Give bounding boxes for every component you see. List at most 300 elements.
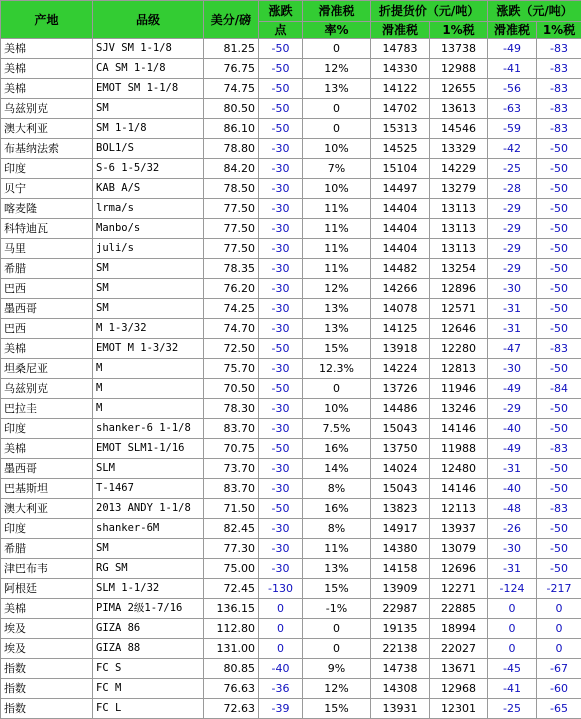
table-header: [1, 1, 581, 39]
change-one-percent-cell: -50: [537, 239, 581, 259]
sliding-tax-rate-cell: 7.5%: [303, 419, 371, 439]
table-row: [1, 119, 581, 139]
one-percent-price-cell: 12655: [430, 79, 488, 99]
change-one-percent-cell: -50: [537, 179, 581, 199]
table-row: [1, 539, 581, 559]
origin-cell: 墨西哥: [1, 299, 93, 319]
grade-cell: shanker-6M: [93, 519, 204, 539]
header-sliding-tax-rate: 滑准税: [303, 1, 371, 22]
sliding-tax-price-cell: 14158: [371, 559, 430, 579]
sliding-tax-rate-cell: 11%: [303, 219, 371, 239]
origin-cell: 坦桑尼亚: [1, 359, 93, 379]
table-row: [1, 479, 581, 499]
change-points-cell: -30: [259, 359, 303, 379]
grade-cell: PIMA 2级1-7/16: [93, 599, 204, 619]
grade-cell: juli/s: [93, 239, 204, 259]
change-one-percent-cell: -50: [537, 279, 581, 299]
one-percent-price-cell: 22885: [430, 599, 488, 619]
change-one-percent-cell: -83: [537, 339, 581, 359]
table-row: [1, 99, 581, 119]
table-row: [1, 319, 581, 339]
change-points-cell: -30: [259, 239, 303, 259]
price-cell: 81.25: [204, 39, 259, 59]
price-cell: 83.70: [204, 419, 259, 439]
grade-cell: SLM: [93, 459, 204, 479]
change-sliding-tax-cell: -56: [488, 79, 537, 99]
grade-cell: M: [93, 399, 204, 419]
change-sliding-tax-cell: 0: [488, 619, 537, 639]
change-points-cell: 0: [259, 639, 303, 659]
sliding-tax-price-cell: 14404: [371, 219, 430, 239]
origin-cell: 美棉: [1, 599, 93, 619]
origin-cell: 指数: [1, 699, 93, 719]
one-percent-price-cell: 11946: [430, 379, 488, 399]
change-one-percent-cell: -217: [537, 579, 581, 599]
change-points-cell: -50: [259, 59, 303, 79]
table-row: [1, 439, 581, 459]
grade-cell: CA SM 1-1/8: [93, 59, 204, 79]
header-grade: 品级: [93, 1, 204, 39]
grade-cell: EMOT SM 1-1/8: [93, 79, 204, 99]
change-points-cell: -30: [259, 139, 303, 159]
one-percent-price-cell: 14146: [430, 479, 488, 499]
grade-cell: EMOT SLM1-1/16: [93, 439, 204, 459]
price-cell: 136.15: [204, 599, 259, 619]
change-points-cell: -30: [259, 299, 303, 319]
sliding-tax-price-cell: 14224: [371, 359, 430, 379]
sliding-tax-price-cell: 22138: [371, 639, 430, 659]
header-origin: 产地: [1, 1, 93, 39]
one-percent-price-cell: 13937: [430, 519, 488, 539]
sliding-tax-rate-cell: 15%: [303, 579, 371, 599]
sliding-tax-rate-cell: 10%: [303, 179, 371, 199]
change-one-percent-cell: -50: [537, 139, 581, 159]
price-cell: 75.70: [204, 359, 259, 379]
change-points-cell: -30: [259, 559, 303, 579]
table-row: [1, 599, 581, 619]
grade-cell: GIZA 86: [93, 619, 204, 639]
change-one-percent-cell: -83: [537, 439, 581, 459]
sliding-tax-rate-cell: 12%: [303, 59, 371, 79]
price-cell: 75.00: [204, 559, 259, 579]
table-row: [1, 459, 581, 479]
change-one-percent-cell: 0: [537, 619, 581, 639]
table-row: [1, 399, 581, 419]
table-row: [1, 199, 581, 219]
origin-cell: 希腊: [1, 259, 93, 279]
table-row: [1, 699, 581, 719]
one-percent-price-cell: 13113: [430, 199, 488, 219]
sliding-tax-rate-cell: 16%: [303, 439, 371, 459]
sliding-tax-rate-cell: 15%: [303, 339, 371, 359]
change-one-percent-cell: -50: [537, 219, 581, 239]
price-cell: 82.45: [204, 519, 259, 539]
change-sliding-tax-cell: -25: [488, 159, 537, 179]
sliding-tax-rate-cell: 9%: [303, 659, 371, 679]
sliding-tax-price-cell: 13750: [371, 439, 430, 459]
change-sliding-tax-cell: -47: [488, 339, 537, 359]
sliding-tax-price-cell: 13918: [371, 339, 430, 359]
sliding-tax-price-cell: 14380: [371, 539, 430, 559]
origin-cell: 乌兹别克: [1, 99, 93, 119]
one-percent-price-cell: 12813: [430, 359, 488, 379]
one-percent-price-cell: 14546: [430, 119, 488, 139]
change-points-cell: 0: [259, 619, 303, 639]
change-points-cell: -130: [259, 579, 303, 599]
grade-cell: SLM 1-1/32: [93, 579, 204, 599]
one-percent-price-cell: 12480: [430, 459, 488, 479]
change-points-cell: -50: [259, 379, 303, 399]
sliding-tax-price-cell: 15313: [371, 119, 430, 139]
one-percent-price-cell: 12646: [430, 319, 488, 339]
price-cell: 78.80: [204, 139, 259, 159]
change-one-percent-cell: -67: [537, 659, 581, 679]
table-row: [1, 159, 581, 179]
origin-cell: 美棉: [1, 79, 93, 99]
change-one-percent-cell: -50: [537, 399, 581, 419]
grade-cell: EMOT M 1-3/32: [93, 339, 204, 359]
one-percent-price-cell: 12280: [430, 339, 488, 359]
price-cell: 77.50: [204, 199, 259, 219]
sliding-tax-price-cell: 14125: [371, 319, 430, 339]
change-points-cell: -39: [259, 699, 303, 719]
change-one-percent-cell: -83: [537, 499, 581, 519]
sliding-tax-rate-cell: 10%: [303, 399, 371, 419]
sliding-tax-rate-cell: 13%: [303, 79, 371, 99]
origin-cell: 巴基斯坦: [1, 479, 93, 499]
change-sliding-tax-cell: -42: [488, 139, 537, 159]
table-row: [1, 179, 581, 199]
grade-cell: GIZA 88: [93, 639, 204, 659]
change-sliding-tax-cell: -31: [488, 319, 537, 339]
table-body: [1, 39, 581, 719]
grade-cell: SM: [93, 299, 204, 319]
price-cell: 77.50: [204, 239, 259, 259]
price-cell: 74.70: [204, 319, 259, 339]
price-cell: 74.25: [204, 299, 259, 319]
price-cell: 74.75: [204, 79, 259, 99]
change-sliding-tax-cell: -48: [488, 499, 537, 519]
sliding-tax-price-cell: 14404: [371, 239, 430, 259]
one-percent-price-cell: 12571: [430, 299, 488, 319]
price-cell: 84.20: [204, 159, 259, 179]
price-cell: 72.63: [204, 699, 259, 719]
sliding-tax-rate-cell: 16%: [303, 499, 371, 519]
table-row: [1, 279, 581, 299]
change-sliding-tax-cell: -29: [488, 399, 537, 419]
grade-cell: SM: [93, 539, 204, 559]
price-cell: 71.50: [204, 499, 259, 519]
change-points-cell: -50: [259, 339, 303, 359]
one-percent-price-cell: 13671: [430, 659, 488, 679]
sliding-tax-rate-cell: 12%: [303, 679, 371, 699]
grade-cell: KAB A/S: [93, 179, 204, 199]
change-points-cell: -30: [259, 419, 303, 439]
grade-cell: SM: [93, 99, 204, 119]
change-points-cell: -50: [259, 119, 303, 139]
sliding-tax-rate-cell: 0: [303, 99, 371, 119]
sliding-tax-price-cell: 14308: [371, 679, 430, 699]
header-converted-price: 折提货价（元/吨）: [371, 1, 488, 22]
sliding-tax-rate-cell: 11%: [303, 539, 371, 559]
change-sliding-tax-cell: -41: [488, 679, 537, 699]
sliding-tax-price-cell: 14404: [371, 199, 430, 219]
price-cell: 70.75: [204, 439, 259, 459]
grade-cell: 2013 ANDY 1-1/8: [93, 499, 204, 519]
change-sliding-tax-cell: -28: [488, 179, 537, 199]
change-sliding-tax-cell: 0: [488, 599, 537, 619]
header-change-sliding-tax: 滑准税: [488, 22, 537, 39]
origin-cell: 科特迪瓦: [1, 219, 93, 239]
sliding-tax-price-cell: 14330: [371, 59, 430, 79]
change-one-percent-cell: -50: [537, 519, 581, 539]
change-sliding-tax-cell: -30: [488, 359, 537, 379]
sliding-tax-price-cell: 14122: [371, 79, 430, 99]
price-cell: 80.85: [204, 659, 259, 679]
sliding-tax-price-cell: 19135: [371, 619, 430, 639]
change-points-cell: -30: [259, 519, 303, 539]
sliding-tax-price-cell: 14783: [371, 39, 430, 59]
change-one-percent-cell: 0: [537, 639, 581, 659]
change-points-cell: -30: [259, 319, 303, 339]
change-one-percent-cell: -50: [537, 319, 581, 339]
sliding-tax-rate-cell: -1%: [303, 599, 371, 619]
origin-cell: 墨西哥: [1, 459, 93, 479]
sliding-tax-rate-cell: 13%: [303, 559, 371, 579]
origin-cell: 布基纳法索: [1, 139, 93, 159]
sliding-tax-rate-cell: 15%: [303, 699, 371, 719]
price-cell: 76.63: [204, 679, 259, 699]
table-row: [1, 619, 581, 639]
sliding-tax-price-cell: 14486: [371, 399, 430, 419]
change-sliding-tax-cell: -30: [488, 279, 537, 299]
price-cell: 72.45: [204, 579, 259, 599]
change-points-cell: -50: [259, 79, 303, 99]
sliding-tax-rate-cell: 0: [303, 119, 371, 139]
table-row: [1, 139, 581, 159]
sliding-tax-price-cell: 14024: [371, 459, 430, 479]
origin-cell: 巴西: [1, 279, 93, 299]
origin-cell: 美棉: [1, 339, 93, 359]
change-sliding-tax-cell: -25: [488, 699, 537, 719]
grade-cell: lrma/s: [93, 199, 204, 219]
price-cell: 76.20: [204, 279, 259, 299]
one-percent-price-cell: 22027: [430, 639, 488, 659]
change-points-cell: -30: [259, 159, 303, 179]
grade-cell: FC L: [93, 699, 204, 719]
header-change-unit: 点: [259, 22, 303, 39]
grade-cell: S-6 1-5/32: [93, 159, 204, 179]
change-points-cell: -50: [259, 39, 303, 59]
change-one-percent-cell: -50: [537, 359, 581, 379]
change-one-percent-cell: -50: [537, 559, 581, 579]
one-percent-price-cell: 12271: [430, 579, 488, 599]
price-cell: 72.50: [204, 339, 259, 359]
one-percent-price-cell: 13113: [430, 219, 488, 239]
sliding-tax-rate-cell: 8%: [303, 479, 371, 499]
change-points-cell: -30: [259, 399, 303, 419]
change-points-cell: -30: [259, 219, 303, 239]
change-one-percent-cell: -50: [537, 539, 581, 559]
change-sliding-tax-cell: -49: [488, 439, 537, 459]
sliding-tax-rate-cell: 13%: [303, 299, 371, 319]
grade-cell: Manbo/s: [93, 219, 204, 239]
sliding-tax-rate-cell: 7%: [303, 159, 371, 179]
sliding-tax-price-cell: 13823: [371, 499, 430, 519]
table-row: [1, 579, 581, 599]
sliding-tax-rate-cell: 0: [303, 379, 371, 399]
sliding-tax-rate-cell: 0: [303, 619, 371, 639]
change-one-percent-cell: -50: [537, 259, 581, 279]
origin-cell: 澳大利亚: [1, 119, 93, 139]
one-percent-price-cell: 13738: [430, 39, 488, 59]
price-cell: 78.35: [204, 259, 259, 279]
sliding-tax-price-cell: 15104: [371, 159, 430, 179]
sliding-tax-rate-cell: 11%: [303, 239, 371, 259]
sliding-tax-price-cell: 14482: [371, 259, 430, 279]
table-row: [1, 219, 581, 239]
origin-cell: 指数: [1, 679, 93, 699]
one-percent-price-cell: 12301: [430, 699, 488, 719]
one-percent-price-cell: 13279: [430, 179, 488, 199]
change-sliding-tax-cell: -29: [488, 259, 537, 279]
change-points-cell: -30: [259, 539, 303, 559]
one-percent-price-cell: 12113: [430, 499, 488, 519]
change-sliding-tax-cell: -59: [488, 119, 537, 139]
origin-cell: 巴拉圭: [1, 399, 93, 419]
change-one-percent-cell: -84: [537, 379, 581, 399]
origin-cell: 喀麦隆: [1, 199, 93, 219]
origin-cell: 津巴布韦: [1, 559, 93, 579]
table-row: [1, 639, 581, 659]
table-row: [1, 499, 581, 519]
change-sliding-tax-cell: -29: [488, 219, 537, 239]
grade-cell: SM: [93, 279, 204, 299]
change-points-cell: 0: [259, 599, 303, 619]
sliding-tax-price-cell: 15043: [371, 479, 430, 499]
origin-cell: 希腊: [1, 539, 93, 559]
table-row: [1, 339, 581, 359]
price-cell: 80.50: [204, 99, 259, 119]
table-row: [1, 299, 581, 319]
price-cell: 77.50: [204, 219, 259, 239]
change-sliding-tax-cell: -31: [488, 299, 537, 319]
change-one-percent-cell: -60: [537, 679, 581, 699]
grade-cell: BOL1/S: [93, 139, 204, 159]
table-row: [1, 39, 581, 59]
table-row: [1, 359, 581, 379]
change-sliding-tax-cell: -124: [488, 579, 537, 599]
table-row: [1, 519, 581, 539]
grade-cell: SM: [93, 259, 204, 279]
header-change: 涨跌: [259, 1, 303, 22]
origin-cell: 埃及: [1, 619, 93, 639]
one-percent-price-cell: 18994: [430, 619, 488, 639]
origin-cell: 阿根廷: [1, 579, 93, 599]
sliding-tax-rate-cell: 11%: [303, 259, 371, 279]
price-cell: 70.50: [204, 379, 259, 399]
origin-cell: 指数: [1, 659, 93, 679]
change-sliding-tax-cell: -31: [488, 459, 537, 479]
change-points-cell: -40: [259, 659, 303, 679]
origin-cell: 印度: [1, 419, 93, 439]
change-sliding-tax-cell: -31: [488, 559, 537, 579]
price-cell: 77.30: [204, 539, 259, 559]
grade-cell: SJV SM 1-1/8: [93, 39, 204, 59]
one-percent-price-cell: 13254: [430, 259, 488, 279]
sliding-tax-rate-cell: 13%: [303, 319, 371, 339]
grade-cell: FC M: [93, 679, 204, 699]
sliding-tax-price-cell: 14702: [371, 99, 430, 119]
sliding-tax-price-cell: 14525: [371, 139, 430, 159]
sliding-tax-rate-cell: 11%: [303, 199, 371, 219]
change-points-cell: -30: [259, 479, 303, 499]
sliding-tax-price-cell: 14738: [371, 659, 430, 679]
header-sliding-tax: 滑准税: [371, 22, 430, 39]
change-points-cell: -50: [259, 499, 303, 519]
table-row: [1, 419, 581, 439]
grade-cell: M: [93, 379, 204, 399]
one-percent-price-cell: 12968: [430, 679, 488, 699]
origin-cell: 乌兹别克: [1, 379, 93, 399]
table-row: [1, 79, 581, 99]
origin-cell: 美棉: [1, 439, 93, 459]
one-percent-price-cell: 13113: [430, 239, 488, 259]
price-cell: 78.50: [204, 179, 259, 199]
sliding-tax-price-cell: 14917: [371, 519, 430, 539]
change-one-percent-cell: -83: [537, 39, 581, 59]
grade-cell: shanker-6 1-1/8: [93, 419, 204, 439]
sliding-tax-rate-cell: 14%: [303, 459, 371, 479]
change-sliding-tax-cell: -40: [488, 419, 537, 439]
one-percent-price-cell: 12696: [430, 559, 488, 579]
sliding-tax-rate-cell: 0: [303, 39, 371, 59]
sliding-tax-rate-cell: 12%: [303, 279, 371, 299]
header-sliding-tax-rate-unit: 率%: [303, 22, 371, 39]
grade-cell: SM 1-1/8: [93, 119, 204, 139]
table-row: [1, 379, 581, 399]
sliding-tax-price-cell: 22987: [371, 599, 430, 619]
price-cell: 112.80: [204, 619, 259, 639]
sliding-tax-price-cell: 13726: [371, 379, 430, 399]
change-one-percent-cell: 0: [537, 599, 581, 619]
change-points-cell: -30: [259, 279, 303, 299]
one-percent-price-cell: 11988: [430, 439, 488, 459]
sliding-tax-rate-cell: 0: [303, 639, 371, 659]
sliding-tax-price-cell: 13909: [371, 579, 430, 599]
sliding-tax-price-cell: 14497: [371, 179, 430, 199]
header-change-one-percent: 1%税: [537, 22, 581, 39]
change-one-percent-cell: -83: [537, 119, 581, 139]
change-sliding-tax-cell: -41: [488, 59, 537, 79]
grade-cell: M 1-3/32: [93, 319, 204, 339]
change-one-percent-cell: -50: [537, 459, 581, 479]
origin-cell: 巴西: [1, 319, 93, 339]
change-points-cell: -30: [259, 199, 303, 219]
header-one-percent-tax: 1%税: [430, 22, 488, 39]
table-row: [1, 259, 581, 279]
change-one-percent-cell: -83: [537, 99, 581, 119]
sliding-tax-price-cell: 15043: [371, 419, 430, 439]
grade-cell: M: [93, 359, 204, 379]
origin-cell: 马里: [1, 239, 93, 259]
one-percent-price-cell: 13613: [430, 99, 488, 119]
price-cell: 78.30: [204, 399, 259, 419]
origin-cell: 美棉: [1, 59, 93, 79]
sliding-tax-price-cell: 14266: [371, 279, 430, 299]
price-cell: 86.10: [204, 119, 259, 139]
change-sliding-tax-cell: -29: [488, 199, 537, 219]
